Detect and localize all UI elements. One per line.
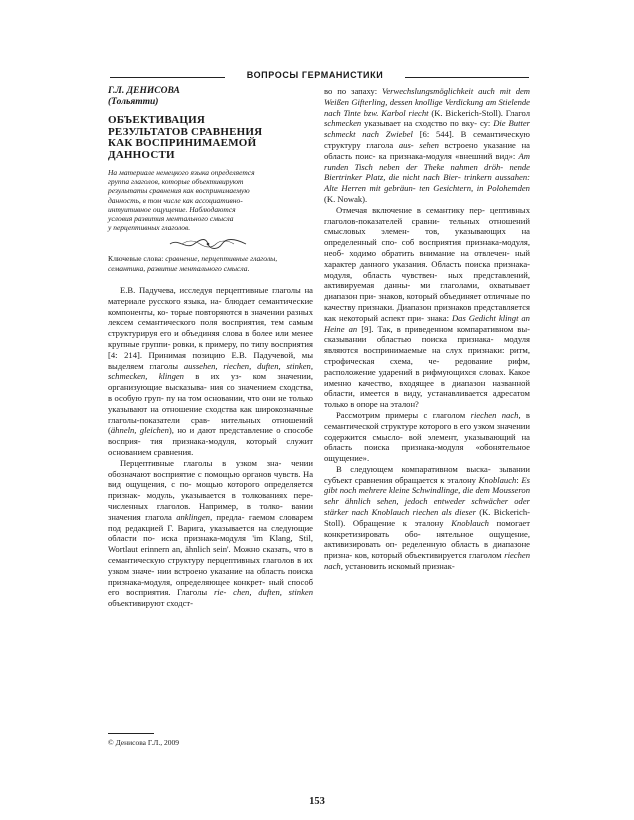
abstract-line: данность, в том числе как ассоциативно- [108,195,243,205]
text-fragment: сказать, что в семантическую структуру [108,544,313,565]
text-fragment: stärker nach Knoblauch riechen als dieser [324,507,476,518]
abstract-line: условия развития ментального смысла [108,214,234,224]
text-fragment: Так, в приведенном компаративном вы- [377,323,530,334]
text-fragment: ten Gesichtern, in Polohemden [419,183,530,194]
text-fragment: глаголы на материале русского языка, на- [108,285,313,306]
text-fragment: , установить искомый признак- [340,561,455,572]
text-fragment: поиска признака-модуля, область чувствен- [324,258,530,280]
text-fragment: Wortlaut erinnern an, ähnlich sein'. Можно [108,544,260,555]
text-fragment: тельных отношений смысловых элемен- [324,215,530,237]
abstract [108,168,313,232]
text-fragment: Рассмотрим примеры с глаголом [336,409,471,420]
text-fragment: ка признака-модуля «внешний вид»: [378,150,519,161]
text-fragment: знака: [426,312,452,323]
body-paragraph [324,464,530,572]
text-fragment: [9]. [357,323,374,334]
page-number: 153 [309,796,325,807]
text-fragment: anklingen [176,511,211,522]
text-fragment: и дают представление о способе восприя- [108,425,313,447]
text-fragment: ределенную область в диапазоне призна- [324,539,530,561]
text-fragment: нительных отношений ( [108,414,313,436]
text-fragment: области, имеется в виду, устанавливается [324,388,488,399]
text-fragment: иска признака-модуля 'im Klang, Stil, [161,533,313,544]
text-fragment: Knoblauch [451,517,489,528]
text-fragment: ähneln, gleichen [110,425,169,436]
text-fragment: ков, который объективируется глаголом [354,550,502,561]
text-fragment: Das Gedicht klingt an Heine an [324,312,530,334]
text-fragment: качеству признаки. Диапазон признаков [324,301,472,312]
text-fragment: Knoblauch [478,474,517,485]
text-fragment: runden Tisch neben der Theke nahmen dröh- [324,161,504,172]
text-fragment: ровки, к примеру, по типу восприятия [4: [108,339,313,360]
text-fragment: В семантическую структуру глагола [324,129,530,150]
title-line: РЕЗУЛЬТАТОВ СРАВНЕНИЯ [108,125,263,138]
text-fragment: признаки: ритм, строфическая схема, че- [324,345,531,366]
text-fragment: ходимо обратить внимание на отвлечен- [349,247,510,258]
text-fragment: ощущение». [324,453,370,464]
text-fragment: : [516,474,522,485]
text-fragment: ных представлений, активируемая данны- [324,269,530,291]
text-fragment: schmecken [324,118,362,129]
text-fragment: ), но [168,425,187,436]
author-city: (Тольятти) [108,97,159,107]
copyright-footnote: © Денисова Г.Л., 2009 [108,738,179,747]
text-fragment: чении обозначают восприятие с помощью [108,457,313,479]
text-fragment: в рифмующихся словах. Какое именно [324,366,531,388]
text-fragment: в их уз- [183,371,242,382]
text-fragment: chen, duften, stinken [233,587,313,598]
text-fragment: во по запаху: [324,86,383,96]
text-fragment: В следующем компаративном выска- [336,463,491,474]
body-paragraph [324,205,530,410]
body-paragraph [108,458,313,609]
text-fragment: Е.В. Падучева, исследуя перцептивные [120,285,269,296]
text-fragment: ähnlich sehen, jedoch entweder schwächer oder [344,496,530,507]
text-fragment: модуль, указывается в толкованиях пере- [146,490,313,501]
text-fragment: цептивных глаголов-показателей сравни- [324,204,531,226]
text-fragment: trinkern aussahen: Alte Herren mit gebräun- [324,172,530,194]
text-fragment: тов, указывающих на определенный спо- [324,226,530,248]
text-fragment: объективируют сходст- [108,598,194,609]
text-fragment: вании значения глагола [108,500,313,522]
text-fragment: модуля являются воспринимаемые на слух [324,334,530,356]
text-fragment: признака-модуля, определяющее конкрет- [108,576,266,587]
abstract-line: группа глаголов, которые объективируют [108,177,244,187]
text-fragment: помогает конкретизировать обо- [324,517,530,539]
text-fragment: знаков, который объединяет отличные по [378,291,530,302]
keywords-items: семантика, развитие ментального смысла. [108,263,250,273]
text-fragment: Karbol riecht [381,107,429,118]
title-line: КАК ВОСПРИНИМАЕМОЙ [108,137,257,149]
text-fragment: ком значении, организующие высказыва- [108,371,313,393]
text-fragment: широкозначные глаголы-показатели срав- [108,403,314,425]
text-fragment: Verdickung am Stielende nach Tinte bzw. [324,96,530,118]
text-fragment: гаемом словарем под редакцией Г. Варига, [108,511,314,533]
text-fragment: лексем семантического поля восприятия, [108,317,267,328]
text-fragment: указывает на сходство по вку- [361,118,478,129]
text-fragment: су: [479,118,494,129]
text-fragment: Отмечая включение в семантику пер- [336,204,485,215]
header-rule-left [110,77,225,78]
text-fragment: nach [501,409,519,420]
body-paragraph [324,86,530,205]
right-column [324,86,530,572]
text-fragment: соб восприятия признака-модуля, необ- [324,237,530,258]
text-fragment: duften, stinken, schmecken, klingen [108,360,313,382]
article-title [108,115,313,161]
text-fragment: тем самым структурируя его и объединяя [108,317,313,339]
text-fragment: поиска признака-модуля «обонятельное [364,442,530,453]
text-fragment: редование рифм, расположение ударений [324,355,530,377]
keywords [108,254,313,273]
text-fragment: kleine Schwindlinge, die dem Mousseron sehr [324,485,530,507]
header-rule-right [405,77,529,78]
text-fragment: представляется как некоторый аспект при- [324,301,530,323]
abstract-line: На материале немецкого языка определяется [108,168,255,177]
text-fragment: nende Biertrinker Platz, die nicht nach Bier- [324,161,530,183]
text-fragment: мы выделяем глаголы [108,349,313,371]
text-fragment: вой элемент, указывающий на область [324,431,530,453]
text-fragment: в его узком значении содержится смысло- [324,420,530,442]
text-fragment: качество, входящее в диапазон названной [358,377,530,388]
text-fragment: , в семантической структуре которого [324,409,530,431]
text-fragment: Am [518,150,530,161]
author-name: Г.Л. ДЕНИСОВА [108,86,180,96]
keywords-items: сравнение, перцептивные глаголы, [163,254,278,264]
footnote-rule [108,733,154,734]
text-fragment: нии встроено указание на область поиска [157,565,313,576]
text-fragment: ный способ его восприятия. Глаголы [108,576,314,598]
text-fragment: тия признака-модуля, который служит [150,436,313,447]
text-fragment: пу на том основании, что они не только [166,392,313,403]
text-fragment: мощью которого определяется признак- [108,479,313,501]
text-fragment: riechen nach [324,550,530,572]
running-header: ВОПРОСЫ ГЕРМАНИСТИКИ [246,70,384,80]
text-fragment: Перцептивные глаголы в узком зна- [120,457,282,468]
text-fragment: ный характер данного указания. Область [324,247,530,269]
text-fragment: ния со значением сходства, в особую груп- [108,382,313,403]
text-fragment: эталону [447,474,479,485]
body-paragraph [108,285,313,458]
text-fragment: ми глаголами, охватывает диапазон при- [324,280,530,302]
text-fragment: (K. [475,507,491,518]
text-fragment: указывается на следующие области по- [108,522,313,544]
text-fragment: rie- [213,587,227,598]
text-fragment: слова в более или менее крупные группи- [108,328,313,349]
text-fragment: перцептивных глаголов в их узком значе- [108,554,313,576]
text-fragment: aus- [398,139,414,150]
text-fragment: aussehen, riechen, [183,360,252,371]
text-fragment: сказывании областью поиска признака- [324,334,494,345]
text-fragment: Bickerich-Stoll). Обращение к эталону [324,507,530,528]
text-fragment: (K. Nowak). [324,193,368,204]
abstract-line: у перцептивных глаголов. [108,223,191,233]
text-fragment: Verwechslungsmöglichkeit auch [382,86,495,96]
text-fragment: блюдает семантические компоненты, ко- [108,295,313,317]
left-column [108,86,313,609]
text-fragment: численных глаголов. Например, в толко- [108,500,283,511]
text-fragment: [6: 544]. [412,129,454,140]
text-fragment: основанием сравнения. [108,446,194,457]
text-fragment: адресатом только в опоре на эталон? [324,388,530,410]
text-fragment: Die Butter schmeckt nach Zwiebel [324,118,531,140]
text-fragment: указывают на отношение сходства как [108,403,252,414]
text-fragment: Es gibt noch mehrere [324,474,530,496]
title-line: ОБЪЕКТИВАЦИЯ [108,114,206,126]
text-fragment: (K. Bickerich-Stoll). Глагол [428,107,530,118]
keywords-label: Ключевые слова: [108,254,164,264]
text-fragment: mit dem Weißen Gifterling, dessen knollige [324,86,531,107]
ornament-divider-icon [168,238,248,250]
text-fragment: зывании субъект сравнения обращается к [324,463,530,485]
text-fragment: нятельное ощущение, активизировать оп- [324,528,530,550]
text-fragment: 214]. Принимая позицию Е.В. Падучевой, [124,349,296,360]
text-fragment: , предла- [210,511,245,522]
text-fragment: торые повторяются в значении разных [170,306,313,317]
text-fragment: органов чувств. На вид ощущения, с по- [108,468,314,490]
abstract-line: интуитивное ощущение. Наблюдаются [108,204,236,214]
text-fragment: sehen [419,139,439,150]
abstract-line: результаты сравнения как воспринимаемую [108,186,250,196]
title-line: ДАННОСТИ [108,148,175,161]
body-paragraph [324,410,530,464]
text-fragment: встроено указание на область поис- [324,139,530,161]
text-fragment: riechen [470,409,497,420]
